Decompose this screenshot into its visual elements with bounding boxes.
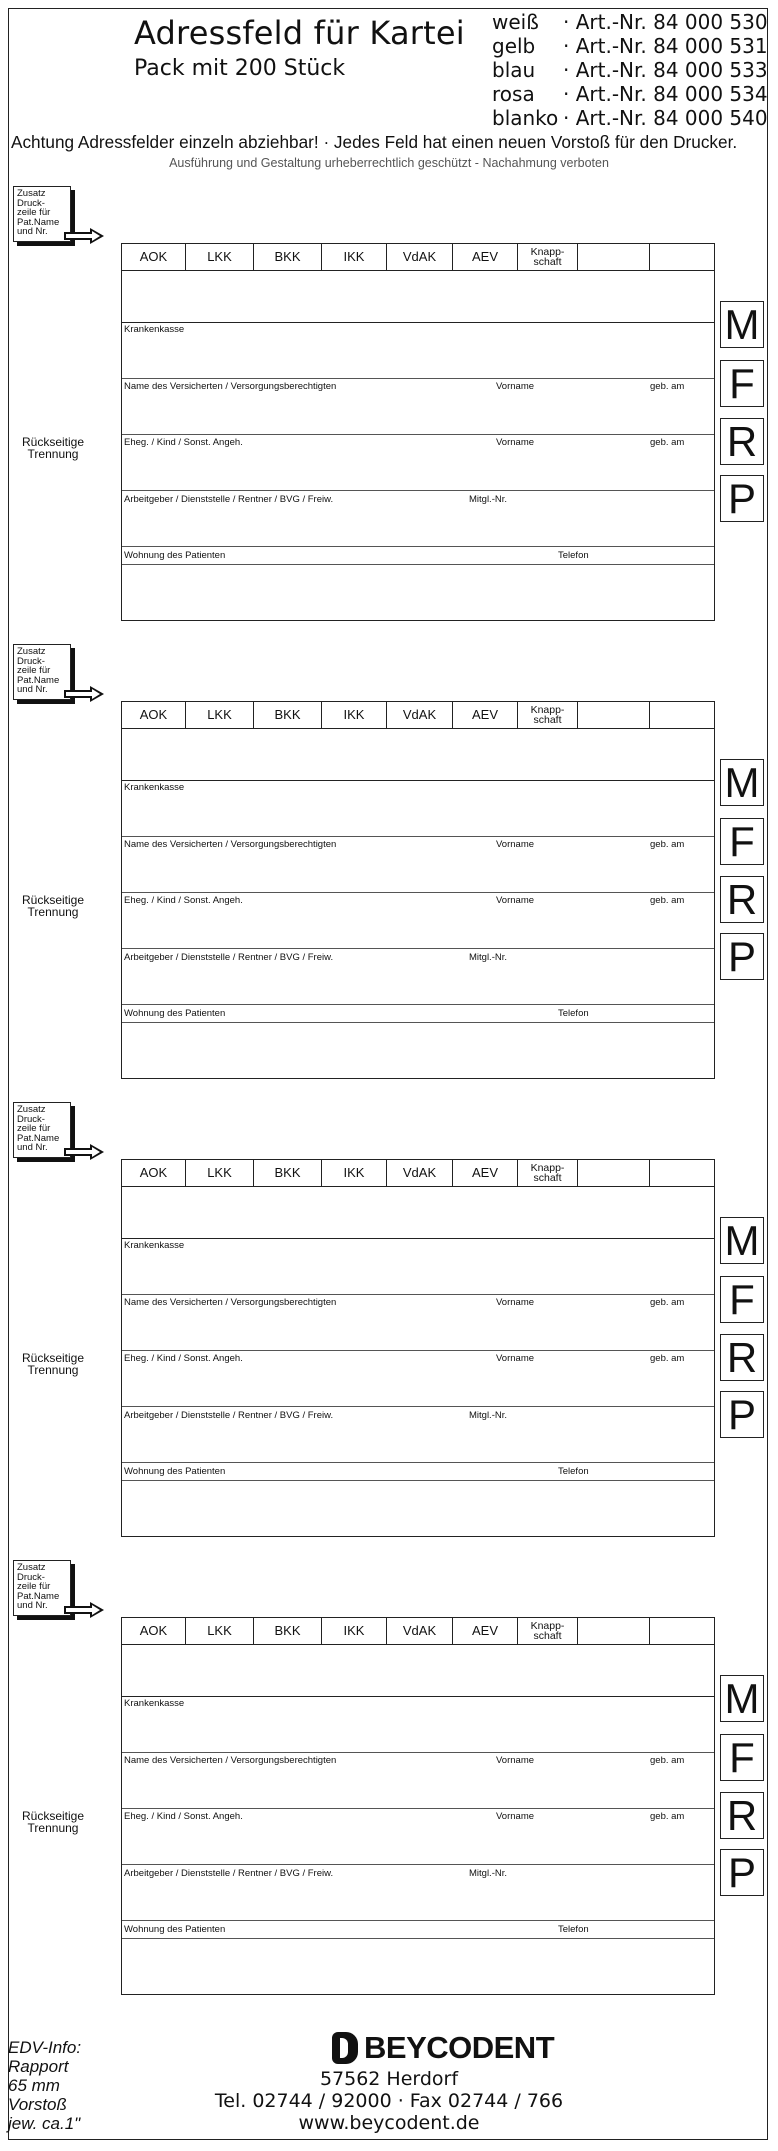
birthdate-label: geb. am	[650, 895, 685, 906]
divider	[122, 1920, 714, 1921]
address-label-block	[0, 644, 778, 1084]
divider	[122, 1938, 714, 1939]
krankenkasse-label: Krankenkasse	[124, 324, 185, 335]
tab-aok[interactable]: AOK	[122, 1160, 186, 1186]
residence-label: Wohnung des Patienten	[124, 1008, 226, 1019]
article-number: · Art.-Nr. 84 000 530	[563, 10, 768, 34]
member-number-label: Mitgl.-Nr.	[469, 1410, 507, 1421]
tab-bkk[interactable]: BKK	[254, 702, 322, 728]
tab-aev[interactable]: AEV	[453, 244, 518, 270]
divider	[122, 322, 714, 323]
article-color: rosa	[492, 82, 535, 106]
tab-blank[interactable]	[650, 1160, 714, 1186]
vorname-label: Vorname	[496, 381, 535, 392]
address-form	[121, 701, 715, 1079]
separation-note: Rückseitige Trennung	[22, 1351, 85, 1377]
article-number: · Art.-Nr. 84 000 534	[563, 82, 768, 106]
dependent-label: Eheg. / Kind / Sonst. Angeh.	[124, 1353, 243, 1364]
divider	[122, 1238, 714, 1239]
tag-text: Zusatz Druck- zeile für Pat.Name und Nr.	[13, 644, 71, 700]
employer-label: Arbeitgeber / Dienststelle / Rentner / BVG / Freiw.	[124, 1410, 334, 1421]
divider	[122, 1022, 714, 1023]
arrow-right-icon	[64, 686, 104, 702]
address-form	[121, 1159, 715, 1537]
tab-ikk[interactable]: IKK	[322, 702, 387, 728]
tab-aok[interactable]: AOK	[122, 702, 186, 728]
divider	[122, 892, 714, 893]
divider	[122, 1752, 714, 1753]
tab-aok[interactable]: AOK	[122, 1618, 186, 1644]
letter-r: R	[720, 876, 764, 923]
letter-m: M	[720, 1675, 764, 1722]
letter-r: R	[720, 1334, 764, 1381]
tab-knappschaft[interactable]: Knapp- schaft	[518, 702, 578, 728]
divider	[122, 1864, 714, 1865]
edv-info: EDV-Info: Rapport 65 mm Vorstoß jew. ca.1"	[8, 2038, 82, 2133]
address-form	[121, 1617, 715, 1995]
letter-m: M	[720, 759, 764, 806]
tab-knappschaft[interactable]: Knapp- schaft	[518, 244, 578, 270]
birthdate-label: geb. am	[650, 381, 685, 392]
divider	[122, 1696, 714, 1697]
address-label-block	[0, 186, 778, 626]
brand-name: BEYCODENT	[364, 2030, 555, 2065]
tab-vdak[interactable]: VdAK	[387, 244, 453, 270]
residence-label: Wohnung des Patienten	[124, 1466, 226, 1477]
page-subtitle: Pack mit 200 Stück	[134, 56, 346, 81]
divider	[122, 490, 714, 491]
divider	[122, 1004, 714, 1005]
vorname-label: Vorname	[496, 839, 535, 850]
tab-vdak[interactable]: VdAK	[387, 1618, 453, 1644]
separation-note: Rückseitige Trennung	[22, 1809, 85, 1835]
article-number: · Art.-Nr. 84 000 531	[563, 34, 768, 58]
notice-text: Achtung Adressfelder einzeln abziehbar! · Jedes Feld hat einen neuen Vorstoß für den Drucker.	[11, 132, 738, 152]
tab-blank[interactable]	[578, 702, 650, 728]
residence-label: Wohnung des Patienten	[124, 1924, 226, 1935]
vorname-label: Vorname	[496, 437, 535, 448]
birthdate-label: geb. am	[650, 1353, 685, 1364]
divider	[122, 1808, 714, 1809]
birthdate-label: geb. am	[650, 437, 685, 448]
vorname-label: Vorname	[496, 1755, 535, 1766]
tab-aev[interactable]: AEV	[453, 702, 518, 728]
insurance-tabs	[122, 244, 714, 271]
divider	[122, 780, 714, 781]
divider	[122, 434, 714, 435]
address-label-block	[0, 1560, 778, 2000]
employer-label: Arbeitgeber / Dienststelle / Rentner / BVG / Freiw.	[124, 494, 334, 505]
divider	[122, 378, 714, 379]
tab-bkk[interactable]: BKK	[254, 1618, 322, 1644]
brand-logo	[332, 2030, 554, 2066]
tab-aok[interactable]: AOK	[122, 244, 186, 270]
name-label: Name des Versicherten / Versorgungsberechtigten	[124, 1297, 337, 1308]
residence-label: Wohnung des Patienten	[124, 550, 226, 561]
letter-p: P	[720, 1391, 764, 1438]
letter-f: F	[720, 1276, 764, 1323]
tag-text: Zusatz Druck- zeile für Pat.Name und Nr.	[13, 186, 71, 242]
page-title: Adressfeld für Kartei	[134, 14, 465, 52]
letter-m: M	[720, 301, 764, 348]
vorname-label: Vorname	[496, 895, 535, 906]
name-label: Name des Versicherten / Versorgungsberechtigten	[124, 1755, 337, 1766]
article-color: blau	[492, 58, 536, 82]
tab-knappschaft[interactable]: Knapp- schaft	[518, 1618, 578, 1644]
tab-ikk[interactable]: IKK	[322, 1618, 387, 1644]
tab-aev[interactable]: AEV	[453, 1618, 518, 1644]
krankenkasse-label: Krankenkasse	[124, 1698, 185, 1709]
tab-knappschaft[interactable]: Knapp- schaft	[518, 1160, 578, 1186]
tab-lkk[interactable]: LKK	[186, 1618, 254, 1644]
birthdate-label: geb. am	[650, 1297, 685, 1308]
krankenkasse-label: Krankenkasse	[124, 782, 185, 793]
article-color: weiß	[492, 10, 539, 34]
name-label: Name des Versicherten / Versorgungsberechtigten	[124, 839, 337, 850]
divider	[122, 1462, 714, 1463]
address-form	[121, 243, 715, 621]
brand-mark-icon	[332, 2032, 358, 2064]
tab-vdak[interactable]: VdAK	[387, 1160, 453, 1186]
separation-note: Rückseitige Trennung	[22, 435, 85, 461]
divider	[122, 1480, 714, 1481]
insurance-tabs	[122, 1618, 714, 1645]
address-line: 57562 Herdorf	[319, 2068, 459, 2090]
tab-blank[interactable]	[650, 244, 714, 270]
tab-lkk[interactable]: LKK	[186, 1160, 254, 1186]
birthdate-label: geb. am	[650, 1811, 685, 1822]
insurance-tabs	[122, 1160, 714, 1187]
krankenkasse-label: Krankenkasse	[124, 1240, 185, 1251]
separation-note: Rückseitige Trennung	[22, 893, 85, 919]
member-number-label: Mitgl.-Nr.	[469, 1868, 507, 1879]
address-label-block	[0, 1102, 778, 1542]
tag-text: Zusatz Druck- zeile für Pat.Name und Nr.	[13, 1560, 71, 1616]
tab-lkk[interactable]: LKK	[186, 244, 254, 270]
letter-p: P	[720, 1849, 764, 1896]
phone-label: Telefon	[558, 550, 589, 561]
article-number: · Art.-Nr. 84 000 533	[563, 58, 768, 82]
tab-blank[interactable]	[650, 1618, 714, 1644]
phone-label: Telefon	[558, 1466, 589, 1477]
divider	[122, 564, 714, 565]
divider	[122, 1350, 714, 1351]
phone-label: Telefon	[558, 1008, 589, 1019]
letter-f: F	[720, 360, 764, 407]
divider	[122, 1406, 714, 1407]
article-color: blanko	[492, 106, 559, 130]
letter-r: R	[720, 418, 764, 465]
birthdate-label: geb. am	[650, 1755, 685, 1766]
website-link[interactable]: www.beycodent.de	[298, 2112, 480, 2134]
divider	[122, 1294, 714, 1295]
tab-blank[interactable]	[578, 244, 650, 270]
name-label: Name des Versicherten / Versorgungsberechtigten	[124, 381, 337, 392]
member-number-label: Mitgl.-Nr.	[469, 494, 507, 505]
dependent-label: Eheg. / Kind / Sonst. Angeh.	[124, 437, 243, 448]
member-number-label: Mitgl.-Nr.	[469, 952, 507, 963]
arrow-right-icon	[64, 1602, 104, 1618]
tab-bkk[interactable]: BKK	[254, 244, 322, 270]
dependent-label: Eheg. / Kind / Sonst. Angeh.	[124, 1811, 243, 1822]
letter-f: F	[720, 818, 764, 865]
article-number: · Art.-Nr. 84 000 540	[563, 106, 768, 130]
divider	[122, 836, 714, 837]
phone-line: Tel. 02744 / 92000 · Fax 02744 / 766	[214, 2090, 564, 2112]
arrow-right-icon	[64, 1144, 104, 1160]
tab-aev[interactable]: AEV	[453, 1160, 518, 1186]
tab-ikk[interactable]: IKK	[322, 244, 387, 270]
letter-p: P	[720, 933, 764, 980]
phone-label: Telefon	[558, 1924, 589, 1935]
letter-m: M	[720, 1217, 764, 1264]
employer-label: Arbeitgeber / Dienststelle / Rentner / BVG / Freiw.	[124, 952, 334, 963]
tab-blank[interactable]	[578, 1618, 650, 1644]
tab-blank[interactable]	[578, 1160, 650, 1186]
arrow-right-icon	[64, 228, 104, 244]
tag-text: Zusatz Druck- zeile für Pat.Name und Nr.	[13, 1102, 71, 1158]
insurance-tabs	[122, 702, 714, 729]
divider	[122, 546, 714, 547]
tab-blank[interactable]	[650, 702, 714, 728]
letter-f: F	[720, 1734, 764, 1781]
vorname-label: Vorname	[496, 1811, 535, 1822]
tab-ikk[interactable]: IKK	[322, 1160, 387, 1186]
company-address	[0, 2068, 778, 2134]
letter-p: P	[720, 475, 764, 522]
divider	[122, 948, 714, 949]
tab-lkk[interactable]: LKK	[186, 702, 254, 728]
article-color: gelb	[492, 34, 536, 58]
letter-r: R	[720, 1792, 764, 1839]
birthdate-label: geb. am	[650, 839, 685, 850]
dependent-label: Eheg. / Kind / Sonst. Angeh.	[124, 895, 243, 906]
employer-label: Arbeitgeber / Dienststelle / Rentner / BVG / Freiw.	[124, 1868, 334, 1879]
vorname-label: Vorname	[496, 1297, 535, 1308]
tab-vdak[interactable]: VdAK	[387, 702, 453, 728]
copyright-text: Ausführung und Gestaltung urheberrechtlich geschützt - Nachahmung verboten	[169, 156, 609, 170]
vorname-label: Vorname	[496, 1353, 535, 1364]
tab-bkk[interactable]: BKK	[254, 1160, 322, 1186]
